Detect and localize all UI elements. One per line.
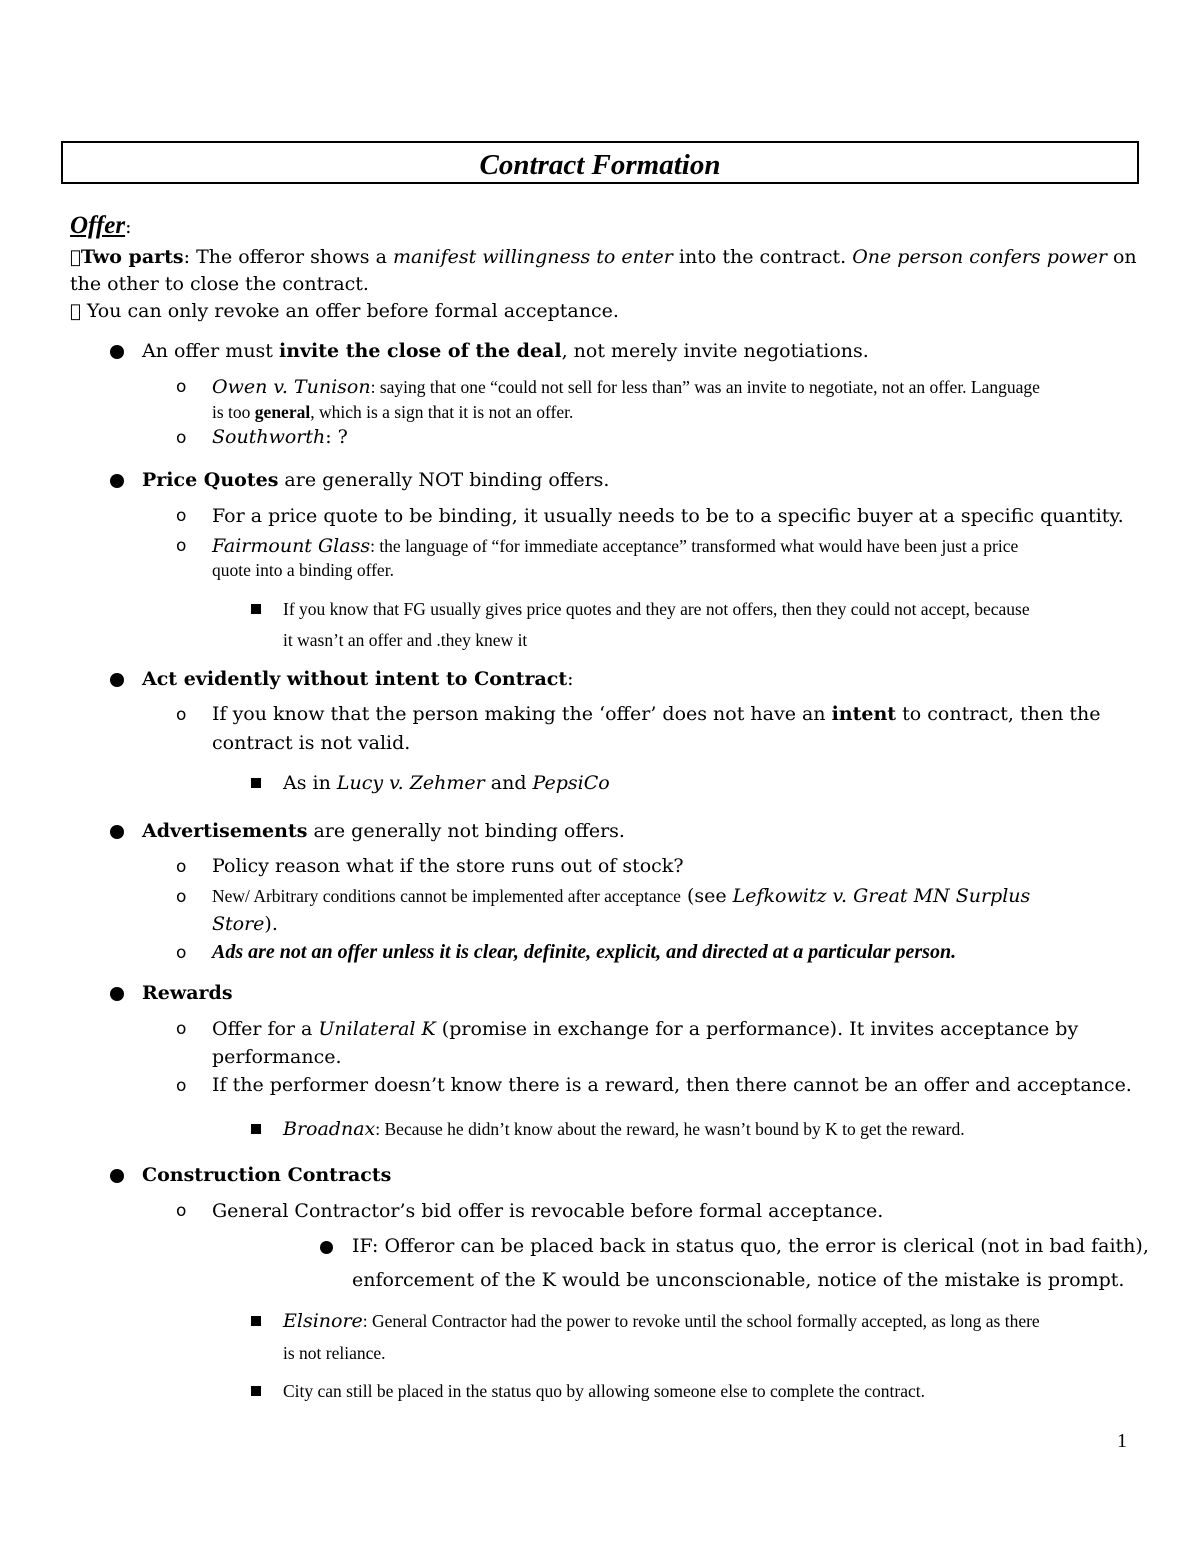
bullet-1-pre: An offer must — [142, 340, 279, 362]
case-name-lefkowitz: Lefkowitz v. Great MN Surplus — [732, 885, 1031, 907]
sub-fairmount-glass-line2: quote into a binding offer. — [212, 560, 394, 580]
sub-fairmount-glass — [212, 532, 1018, 560]
case-name-lefkowitz-2: Store — [212, 913, 265, 935]
owen-text: : saying that one “could not sell for less than” was an invite to negotiate, not an offer. Language — [370, 377, 1040, 397]
bullet-advertisements — [142, 817, 625, 845]
bullet-dot-icon — [110, 673, 124, 687]
offer-p1-text-2: into the contract. — [662, 246, 842, 268]
square-bullet-icon — [251, 604, 261, 614]
square-bullet-icon — [251, 1386, 261, 1396]
offer-p1-italic-2: One person confers power — [841, 246, 1097, 268]
sub-owen-tunison-line2 — [212, 400, 573, 425]
case-name-elsinore: Elsinore — [283, 1310, 363, 1332]
circle-bullet-icon: o — [176, 943, 187, 963]
offer-heading: Offer — [70, 212, 126, 239]
square-bullet-icon — [251, 1124, 261, 1134]
bullet-3-bold: Act evidently without intent to Contract — [142, 668, 568, 690]
sub-unilateral-k-line2: performance. — [212, 1046, 342, 1068]
case-name-lucy: Lucy v. Zehmer — [336, 772, 485, 794]
bullet-dot-icon — [110, 474, 124, 488]
bullet-1-post: , not merely invite negotiations. — [561, 340, 869, 362]
bullet-3-post: : — [567, 668, 574, 690]
square-bullet-icon — [251, 1316, 261, 1326]
intent-pre: If you know that the person making the ‘offer’ does not have an — [212, 703, 832, 725]
subsub-elsinore-line2: is not reliance. — [283, 1343, 386, 1363]
broadnax-text: : Because he didn’t know about the reward, he wasn’t bound by K to get the reward. — [375, 1119, 965, 1139]
if-conditions: IF: Offeror can be placed back in status quo, the error is clerical (not in bad faith), — [352, 1235, 1149, 1257]
owen-line2-pre: is too — [212, 402, 255, 422]
sub-policy-reason: Policy reason what if the store runs out of stock? — [212, 855, 684, 877]
offer-heading-colon: : — [125, 216, 132, 238]
subsub-elsinore — [283, 1307, 1040, 1335]
bullet-price-quotes — [142, 466, 609, 494]
sub-ads-not-offer: Ads are not an offer unless it is clear, definite, explicit, and directed at a particular person. — [212, 941, 957, 963]
bullet-dot-icon — [110, 345, 124, 359]
bullet-dot-icon — [110, 987, 124, 1001]
bullet-construction-contracts: Construction Contracts — [142, 1164, 392, 1186]
bullet-dot-icon — [110, 1169, 124, 1183]
lucy-pre: As in — [283, 772, 337, 794]
sub-intent-to-contract — [212, 700, 1100, 728]
offer-p1-text-3: on — [1096, 246, 1126, 268]
fairmount-text: : the language of “for immediate acceptance” transformed what would have been just a price — [370, 536, 1019, 556]
offer-paragraph-2 — [70, 297, 619, 326]
owen-line2-bold: general — [254, 402, 311, 422]
unilateral-pre: Offer for a — [212, 1018, 319, 1040]
circle-bullet-icon: o — [176, 1076, 187, 1096]
subsub-fg-price-quotes: If you know that FG usually gives price quotes and they are not offers, then they could not accept, because — [283, 599, 1030, 619]
arbitrary-text: New/ Arbitrary conditions cannot be implemented after acceptance — [212, 886, 681, 906]
missing-glyph-icon — [70, 247, 81, 268]
intent-bold: intent — [831, 703, 897, 725]
sub-owen-tunison — [212, 373, 1040, 401]
subsub-broadnax — [283, 1115, 965, 1143]
case-name-pepsico: PepsiCo — [532, 772, 610, 794]
circle-bullet-icon: o — [176, 857, 187, 877]
subsub-fg-price-quotes-line2: it wasn’t an offer and .they knew it — [283, 630, 528, 650]
arbitrary-paren: (see — [680, 885, 733, 907]
subsub-lucy-pepsico — [283, 769, 610, 797]
offer-paragraph-1 — [70, 243, 1137, 272]
lefkowitz-post: ). — [264, 913, 278, 935]
offer-p1-italic-1: manifest willingness to enter — [382, 246, 663, 268]
bullet-4-post: are generally not binding offers. — [307, 820, 625, 842]
offer-paragraph-1-line2: the other to close the contract. — [70, 273, 369, 295]
bullet-2-bold: Price Quotes — [142, 469, 279, 491]
missing-glyph-icon — [70, 301, 81, 322]
sub-southworth — [212, 423, 348, 451]
circle-bullet-icon: o — [176, 1201, 187, 1221]
circle-bullet-icon: o — [176, 506, 187, 526]
bullet-4-bold: Advertisements — [142, 820, 308, 842]
sub-general-contractor-bid: General Contractor’s bid offer is revocable before formal acceptance. — [212, 1200, 884, 1222]
circle-bullet-icon: o — [176, 428, 187, 448]
bullet-act-without-intent — [142, 665, 574, 693]
owen-line2-post: , which is a sign that it is not an offer. — [310, 402, 574, 422]
intent-post: to contract, then the — [896, 703, 1101, 725]
elsinore-text: : General Contractor had the power to revoke until the school formally accepted, as long as there — [362, 1311, 1040, 1331]
lucy-mid: and — [484, 772, 533, 794]
circle-bullet-icon: o — [176, 705, 187, 725]
bullet-1-bold: invite the close of the deal — [278, 340, 562, 362]
page-title: Contract Formation — [479, 149, 721, 181]
circle-bullet-icon: o — [176, 377, 187, 397]
bullet-rewards: Rewards — [142, 982, 233, 1004]
bullet-invite-close — [142, 337, 869, 365]
sub-arbitrary-conditions-line2 — [212, 910, 278, 938]
unilateral-italic: Unilateral K — [318, 1018, 436, 1040]
circle-bullet-icon: o — [176, 887, 187, 907]
case-name-southworth: Southworth — [212, 426, 326, 448]
page-title-box — [61, 141, 1139, 184]
circle-bullet-icon: o — [176, 536, 187, 556]
case-name-owen: Owen v. Tunison — [212, 376, 371, 398]
two-parts-label: Two parts — [70, 246, 173, 268]
circle-bullet-icon: o — [176, 1019, 187, 1039]
case-name-broadnax: Broadnax — [283, 1118, 376, 1140]
page-number: 1 — [1117, 1430, 1127, 1452]
if-conditions-line2: enforcement of the K would be unconscionable, notice of the mistake is prompt. — [352, 1269, 1125, 1291]
sub-unilateral-k — [212, 1015, 1078, 1043]
case-name-fairmount: Fairmount Glass — [212, 535, 371, 557]
sub-performer-unaware: If the performer doesn’t know there is a reward, then there cannot be an offer and acceptance. — [212, 1074, 1132, 1096]
offer-p1-text: : The offeror shows a — [172, 246, 383, 268]
sub-intent-to-contract-line2: contract is not valid. — [212, 732, 411, 754]
southworth-text: : ? — [325, 426, 348, 448]
bullet-dot-icon — [320, 1241, 333, 1254]
square-bullet-icon — [251, 778, 261, 788]
sub-price-quote-binding: For a price quote to be binding, it usually needs to be to a specific buyer at a specific quantity. — [212, 505, 1124, 527]
bullet-2-post: are generally NOT binding offers. — [278, 469, 610, 491]
bullet-dot-icon — [110, 825, 124, 839]
subsub-city-status-quo: City can still be placed in the status quo by allowing someone else to complete the contract. — [283, 1381, 925, 1401]
offer-p2-text: You can only revoke an offer before formal acceptance. — [70, 300, 602, 322]
offer-heading-line — [70, 212, 131, 241]
unilateral-post: (promise in exchange for a performance). It invites acceptance by — [435, 1018, 1079, 1040]
sub-arbitrary-conditions — [212, 882, 1030, 910]
